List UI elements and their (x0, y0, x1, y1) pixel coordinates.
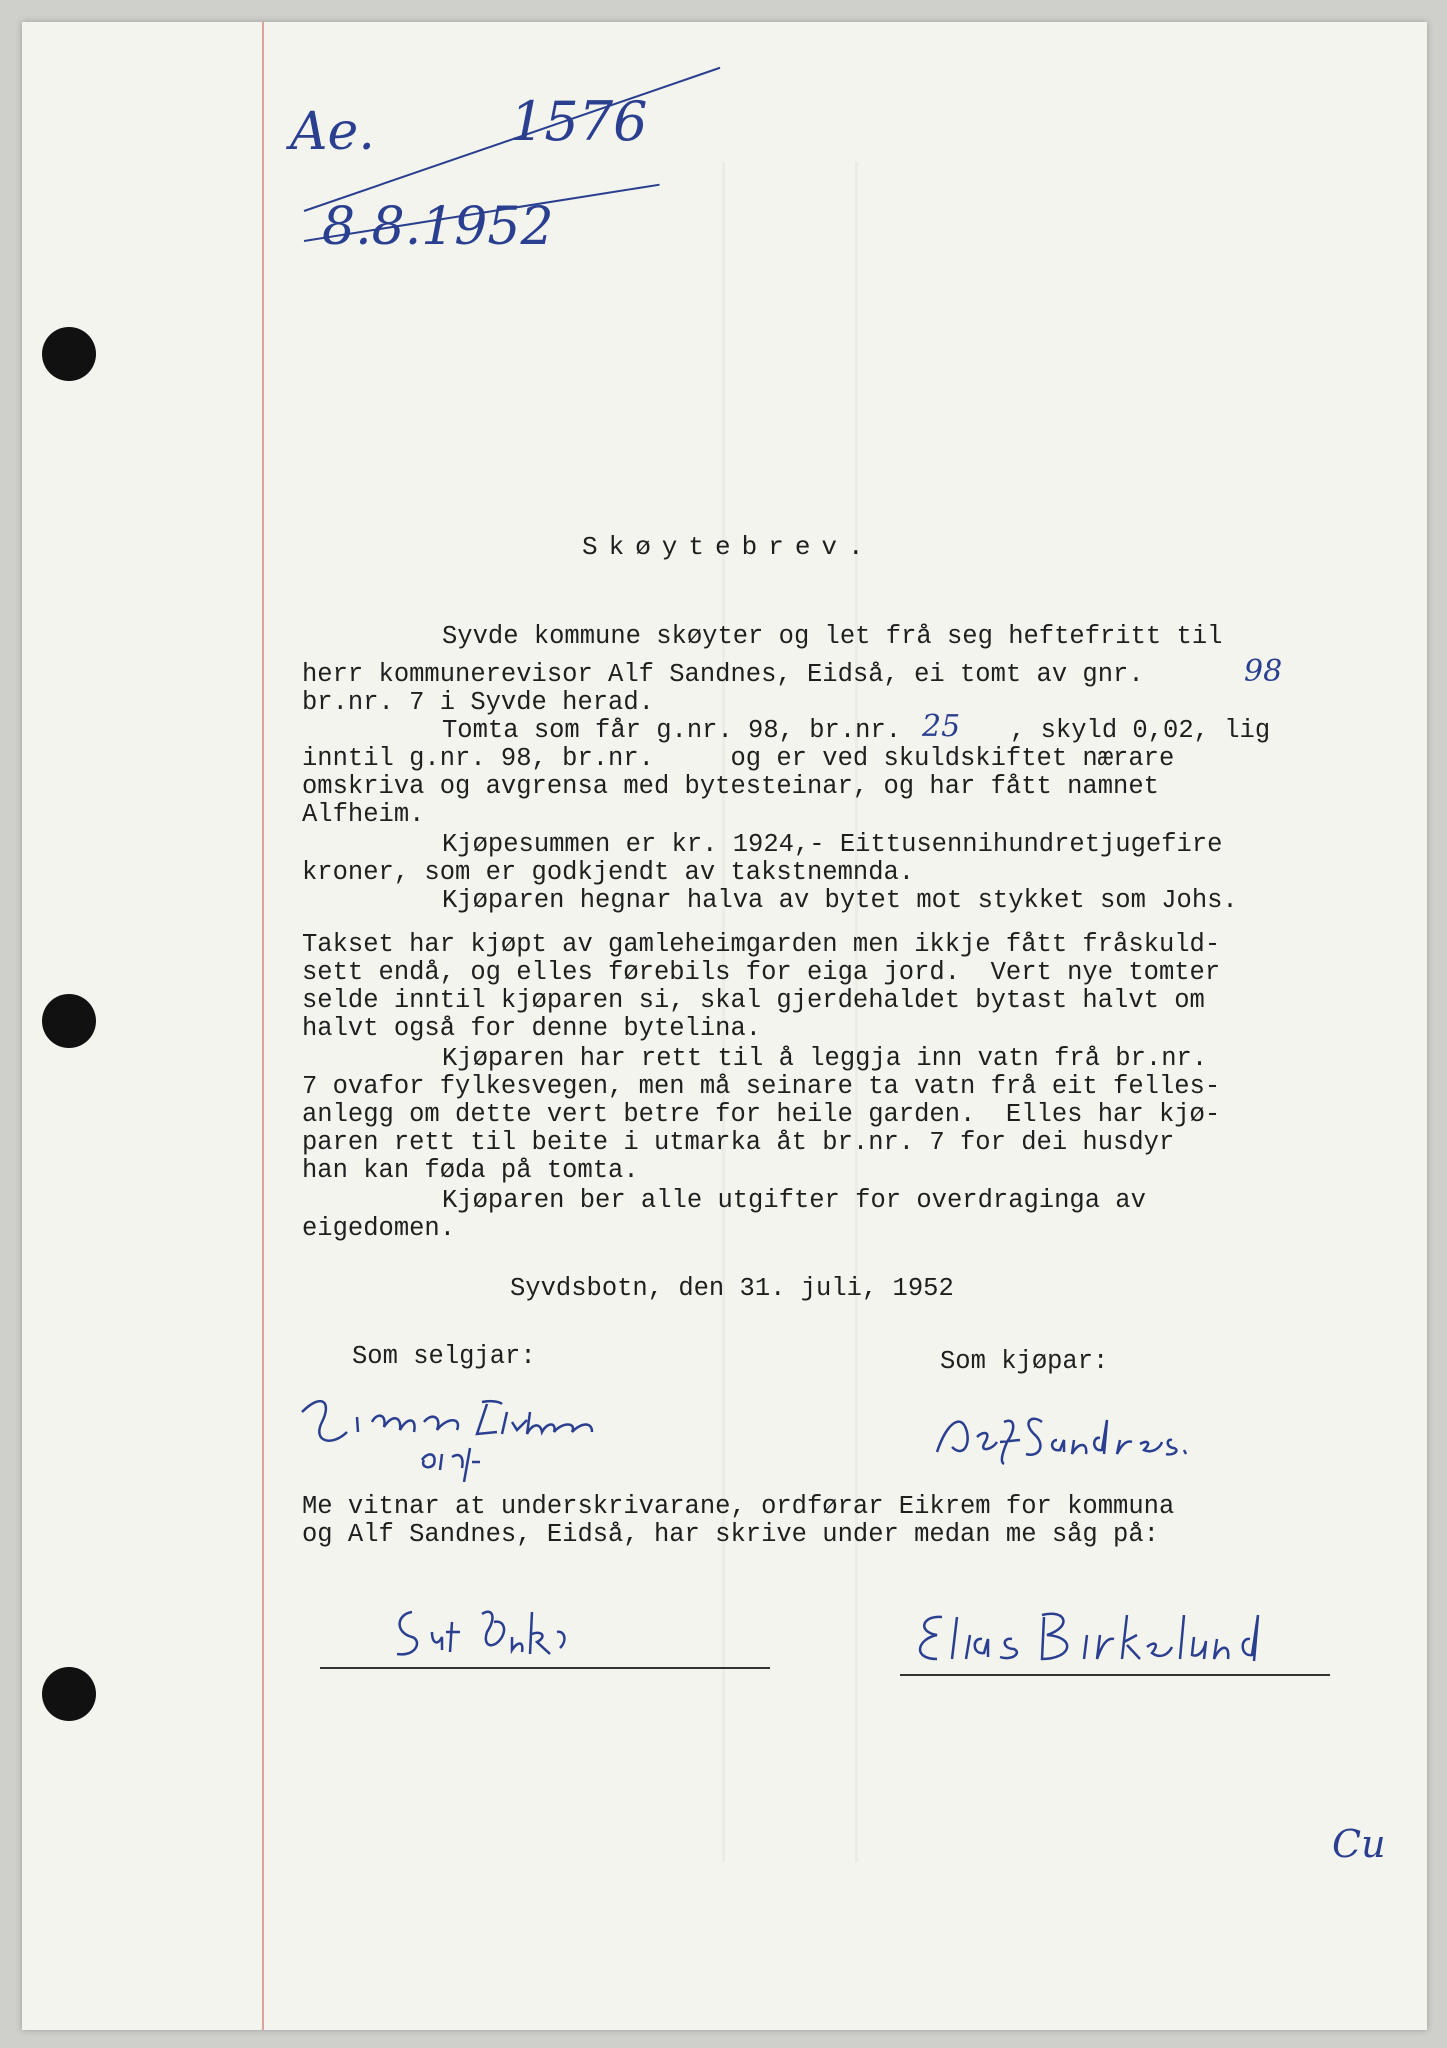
body-line: han kan føda på tomta. (302, 1156, 639, 1185)
body-line: selde inntil kjøparen si, skal gjerdehaldet bytast halvt om (302, 986, 1205, 1015)
buyer-signature (922, 1392, 1282, 1472)
stamp-number: 1576 (510, 90, 648, 153)
body-line: Alfheim. (302, 800, 425, 829)
body-line: eigedomen. (302, 1214, 456, 1243)
margin-rule (262, 22, 264, 2030)
punch-hole (42, 1667, 96, 1721)
body-line: anlegg om dette vert betre for heile garden. Elles har kjø- (302, 1100, 1221, 1129)
handwritten-gnr: 98 (1244, 654, 1283, 689)
body-line: paren rett til beite i utmarka åt br.nr. 7 for dei husdyr (302, 1128, 1175, 1157)
witness-signature-line-2 (900, 1674, 1330, 1676)
body-line: Kjøparen har rett til å leggja inn vatn frå br.nr. (442, 1044, 1208, 1073)
body-line: sett endå, og elles førebils for eiga jord. Vert nye tomter (302, 958, 1221, 987)
body-line: Kjøparen hegnar halva av bytet mot stykket som Johs. (442, 886, 1238, 915)
body-line: 7 ovafor fylkesvegen, men må seinare ta vatn frå eit felles- (302, 1072, 1221, 1101)
buyer-label: Som kjøpar: (940, 1347, 1109, 1376)
body-line: Syvde kommune skøyter og let frå seg heftefritt til (442, 622, 1223, 651)
body-line: herr kommunerevisor Alf Sandnes, Eidså, ei tomt av gnr. (302, 660, 1144, 689)
body-line: kroner, som er godkjendt av takstnemnda. (302, 858, 915, 887)
body-line: br.nr. 7 i Syvde herad. (302, 688, 654, 717)
handwritten-brnr: 25 (922, 709, 961, 744)
stamp-date: 8.8.1952 (322, 197, 554, 257)
document-page (22, 22, 1427, 2030)
punch-hole (42, 994, 96, 1048)
body-line: Kjøpesummen er kr. 1924,- Eittusennihundretjugefire (442, 830, 1223, 859)
witness-line: Me vitnar at underskrivarane, ordførar Eikrem for kommuna (302, 1492, 1175, 1521)
witness-line: og Alf Sandnes, Eidså, har skrive under medan me såg på: (302, 1520, 1159, 1549)
punch-hole (42, 327, 96, 381)
witness-signature-line-1 (320, 1667, 770, 1669)
witness-signature-1 (382, 1592, 702, 1672)
body-line: , skyld 0,02, lig (1010, 716, 1271, 745)
margin-mark: Cu (1332, 1822, 1386, 1866)
body-line: Kjøparen ber alle utgifter for overdraginga av (442, 1186, 1146, 1215)
body-line: halvt også for denne bytelina. (302, 1014, 762, 1043)
seller-signature (292, 1372, 632, 1482)
seller-label: Som selgjar: (352, 1342, 536, 1371)
place-date: Syvdsbotn, den 31. juli, 1952 (510, 1274, 954, 1303)
body-line: Tomta som får g.nr. 98, br.nr. (442, 716, 902, 745)
body-line: omskriva og avgrensa med bytesteinar, og har fått namnet (302, 772, 1159, 801)
body-line: Takset har kjøpt av gamleheimgarden men ikkje fått fråskuld- (302, 930, 1221, 959)
witness-signature-2 (902, 1597, 1322, 1677)
stamp-prefix: Ae. (290, 102, 375, 162)
body-line: inntil g.nr. 98, br.nr. og er ved skuldskiftet nærare (302, 744, 1175, 773)
document-title: Skøytebrev. (582, 532, 875, 562)
